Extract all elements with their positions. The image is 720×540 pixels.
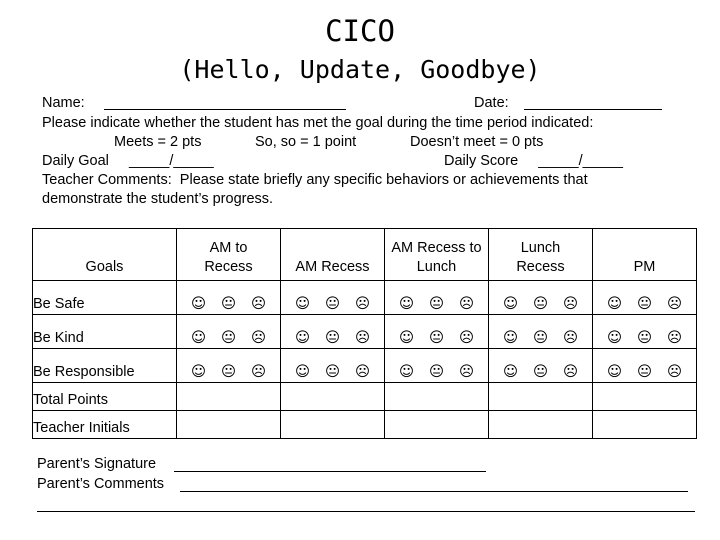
header-am-recess-to-lunch: AM Recess to Lunch xyxy=(385,229,489,281)
date-label: Date: xyxy=(474,95,509,111)
neutral-face-icon[interactable]: 😐 xyxy=(324,330,341,346)
total-points-row xyxy=(33,383,697,411)
form-title: CICO xyxy=(325,14,395,48)
frown-face-icon[interactable]: ☹ xyxy=(562,364,579,380)
header-goals: Goals xyxy=(33,229,177,281)
frown-face-icon[interactable]: ☹ xyxy=(562,330,579,346)
parent-signature-field[interactable] xyxy=(174,471,486,472)
table-row xyxy=(33,281,697,315)
header-pm: PM xyxy=(593,229,697,281)
teacher-initials-row xyxy=(33,411,697,439)
neutral-face-icon[interactable]: 😐 xyxy=(532,330,549,346)
points-table xyxy=(32,228,697,439)
rating-cell xyxy=(177,315,281,349)
rating-cell xyxy=(489,315,593,349)
header-am-recess: AM Recess xyxy=(281,229,385,281)
smile-face-icon[interactable]: ☺ xyxy=(294,296,311,312)
smile-face-icon[interactable]: ☺ xyxy=(606,296,623,312)
parent-signature-label: Parent’s Signature xyxy=(37,456,157,472)
name-label: Name: xyxy=(42,95,85,111)
rating-cell xyxy=(281,281,385,315)
smile-face-icon[interactable]: ☺ xyxy=(294,364,311,380)
table-header-row xyxy=(33,229,697,281)
neutral-face-icon[interactable]: 😐 xyxy=(428,296,445,312)
rating-cell xyxy=(489,281,593,315)
smile-face-icon[interactable]: ☺ xyxy=(190,296,207,312)
smile-face-icon[interactable]: ☺ xyxy=(190,364,207,380)
neutral-face-icon[interactable]: 😐 xyxy=(428,330,445,346)
frown-face-icon[interactable]: ☹ xyxy=(666,296,683,312)
daily-goal: Daily Goal _____/_____ xyxy=(42,153,214,169)
smile-face-icon[interactable]: ☺ xyxy=(398,296,415,312)
frown-face-icon[interactable]: ☹ xyxy=(666,364,683,380)
smile-face-icon[interactable]: ☺ xyxy=(398,330,415,346)
frown-face-icon[interactable]: ☹ xyxy=(666,330,683,346)
table-row xyxy=(33,315,697,349)
frown-face-icon[interactable]: ☹ xyxy=(458,364,475,380)
neutral-face-icon[interactable]: 😐 xyxy=(220,330,237,346)
neutral-face-icon[interactable]: 😐 xyxy=(220,296,237,312)
scale-soso: So, so = 1 point xyxy=(255,134,357,150)
smile-face-icon[interactable]: ☺ xyxy=(294,330,311,346)
smile-face-icon[interactable]: ☺ xyxy=(502,296,519,312)
parent-comments-label: Parent’s Comments xyxy=(37,476,165,492)
neutral-face-icon[interactable]: 😐 xyxy=(636,296,653,312)
goal-label: Be Responsible xyxy=(33,349,177,383)
header-lunch-recess: Lunch Recess xyxy=(489,229,593,281)
rating-cell xyxy=(177,349,281,383)
initials-cell[interactable] xyxy=(489,411,593,439)
rating-cell xyxy=(593,349,697,383)
frown-face-icon[interactable]: ☹ xyxy=(354,296,371,312)
rating-cell xyxy=(489,349,593,383)
form-subtitle: (Hello, Update, Goodbye) xyxy=(179,55,541,84)
total-cell[interactable] xyxy=(593,383,697,411)
rating-cell xyxy=(281,349,385,383)
date-field[interactable] xyxy=(524,109,662,110)
rating-cell xyxy=(593,281,697,315)
frown-face-icon[interactable]: ☹ xyxy=(562,296,579,312)
frown-face-icon[interactable]: ☹ xyxy=(354,330,371,346)
rating-cell xyxy=(385,315,489,349)
scale-meets: Meets = 2 pts xyxy=(114,134,202,150)
total-cell[interactable] xyxy=(281,383,385,411)
daily-score: Daily Score _____/_____ xyxy=(444,153,623,169)
frown-face-icon[interactable]: ☹ xyxy=(458,296,475,312)
rating-cell xyxy=(385,349,489,383)
neutral-face-icon[interactable]: 😐 xyxy=(532,296,549,312)
smile-face-icon[interactable]: ☺ xyxy=(502,330,519,346)
rating-cell xyxy=(177,281,281,315)
rating-cell xyxy=(593,315,697,349)
table-row xyxy=(33,349,697,383)
teacher-initials-label: Teacher Initials xyxy=(33,411,177,439)
header-am-to-recess: AM to Recess xyxy=(177,229,281,281)
teacher-comments-line1: Teacher Comments: Please state briefly any specific behaviors or achievements that xyxy=(42,172,588,188)
neutral-face-icon[interactable]: 😐 xyxy=(220,364,237,380)
neutral-face-icon[interactable]: 😐 xyxy=(324,296,341,312)
goal-label: Be Kind xyxy=(33,315,177,349)
smile-face-icon[interactable]: ☺ xyxy=(606,330,623,346)
initials-cell[interactable] xyxy=(593,411,697,439)
rating-cell xyxy=(385,281,489,315)
neutral-face-icon[interactable]: 😐 xyxy=(324,364,341,380)
scale-doesnt: Doesn’t meet = 0 pts xyxy=(410,134,544,150)
initials-cell[interactable] xyxy=(177,411,281,439)
smile-face-icon[interactable]: ☺ xyxy=(398,364,415,380)
neutral-face-icon[interactable]: 😐 xyxy=(428,364,445,380)
smile-face-icon[interactable]: ☺ xyxy=(606,364,623,380)
initials-cell[interactable] xyxy=(281,411,385,439)
neutral-face-icon[interactable]: 😐 xyxy=(636,364,653,380)
frown-face-icon[interactable]: ☹ xyxy=(458,330,475,346)
initials-cell[interactable] xyxy=(385,411,489,439)
name-field[interactable] xyxy=(104,109,346,110)
teacher-comments-line2: demonstrate the student’s progress. xyxy=(42,191,274,207)
parent-comments-field[interactable] xyxy=(180,491,688,492)
frown-face-icon[interactable]: ☹ xyxy=(250,364,267,380)
goal-label: Be Safe xyxy=(33,281,177,315)
neutral-face-icon[interactable]: 😐 xyxy=(532,364,549,380)
neutral-face-icon[interactable]: 😐 xyxy=(636,330,653,346)
total-cell[interactable] xyxy=(489,383,593,411)
parent-comments-field-line2[interactable] xyxy=(37,511,695,512)
total-cell[interactable] xyxy=(385,383,489,411)
instruction-text: Please indicate whether the student has met the goal during the time period indicated: xyxy=(42,115,594,131)
rating-cell xyxy=(281,315,385,349)
total-cell[interactable] xyxy=(177,383,281,411)
smile-face-icon[interactable]: ☺ xyxy=(190,330,207,346)
frown-face-icon[interactable]: ☹ xyxy=(250,296,267,312)
smile-face-icon[interactable]: ☺ xyxy=(502,364,519,380)
frown-face-icon[interactable]: ☹ xyxy=(250,330,267,346)
total-points-label: Total Points xyxy=(33,383,177,411)
frown-face-icon[interactable]: ☹ xyxy=(354,364,371,380)
